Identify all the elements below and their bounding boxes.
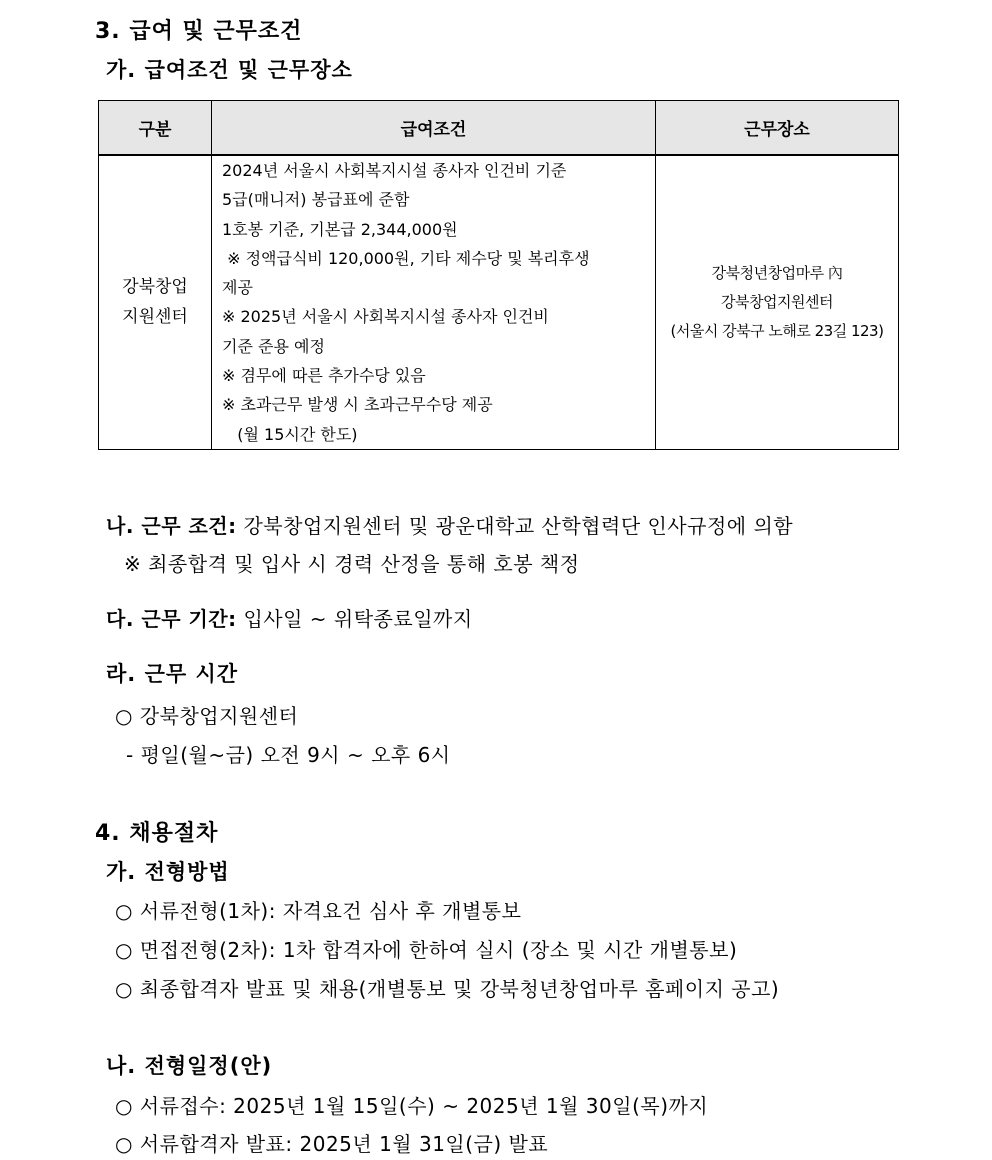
conditions-cell <box>212 155 656 449</box>
header-conditions: 급여조건 <box>212 101 656 156</box>
place-line: 강북창업지원센터 <box>721 292 833 311</box>
work-conditions <box>106 510 793 539</box>
work-hours-title: 라. 근무 시간 <box>106 662 239 686</box>
list-item: ○ 최종합격자 발표 및 채용(개별통보 및 강북청년창업마루 홈페이지 공고) <box>115 977 780 1001</box>
list-item: ○ 서류전형(1차): 자격요건 심사 후 개별통보 <box>115 899 522 923</box>
table-header-row <box>99 101 899 156</box>
section-3a-title: 가. 급여조건 및 근무장소 <box>106 58 353 82</box>
condition-line: (월 15시간 한도) <box>222 424 358 444</box>
section-4a-title: 가. 전형방법 <box>106 860 230 884</box>
condition-line: ※ 초과근무 발생 시 초과근무수당 제공 <box>222 395 493 415</box>
category-cell <box>99 155 212 449</box>
work-period <box>106 603 473 632</box>
header-category: 구분 <box>99 101 212 156</box>
work-conditions-note: ※ 최종합격 및 입사 시 경력 산정을 통해 호봉 책정 <box>124 552 580 576</box>
table-row <box>99 155 899 449</box>
condition-line: 1호봉 기준, 기본급 2,344,000원 <box>222 219 458 239</box>
condition-line: ※ 정액급식비 120,000원, 기타 제수당 및 복리후생 <box>222 248 590 268</box>
salary-table <box>98 100 899 450</box>
condition-line: ※ 2025년 서울시 사회복지시설 종사자 인건비 <box>222 307 549 327</box>
place-line: 강북청년창업마루 內 <box>711 263 843 282</box>
condition-line: 기준 준용 예정 <box>222 336 325 356</box>
work-hours-detail: - 평일(월~금) 오전 9시 ~ 오후 6시 <box>126 743 451 767</box>
place-line: (서울시 강북구 노해로 23길 123) <box>670 321 884 340</box>
section-4b-title: 나. 전형일정(안) <box>106 1054 273 1078</box>
work-conditions-label: 나. 근무 조건: <box>106 514 237 538</box>
category-line: 강북창업 <box>122 277 188 298</box>
work-hours-item: ○ 강북창업지원센터 <box>115 704 299 728</box>
list-item: ○ 서류접수: 2025년 1월 15일(수) ~ 2025년 1월 30일(목)까지 <box>115 1094 709 1118</box>
list-item: ○ 서류합격자 발표: 2025년 1월 31일(금) 발표 <box>115 1132 549 1156</box>
header-place: 근무장소 <box>656 101 899 156</box>
category-line: 지원센터 <box>122 307 188 328</box>
condition-line: ※ 겸무에 따른 추가수당 있음 <box>222 366 426 386</box>
condition-line: 5급(매니저) 봉급표에 준함 <box>222 190 410 210</box>
work-period-label: 다. 근무 기간: <box>106 607 237 631</box>
place-cell <box>656 155 899 449</box>
section-4-title: 4. 채용절차 <box>95 821 219 846</box>
work-conditions-text: 강북창업지원센터 및 광운대학교 산학협력단 인사규정에 의함 <box>236 514 794 538</box>
condition-line: 2024년 서울시 사회복지시설 종사자 인건비 기준 <box>222 161 567 180</box>
section-3-title: 3. 급여 및 근무조건 <box>95 19 303 44</box>
work-period-text: 입사일 ~ 위탁종료일까지 <box>236 607 473 631</box>
list-item: ○ 면접전형(2차): 1차 합격자에 한하여 실시 (장소 및 시간 개별통보) <box>115 938 738 962</box>
condition-line: 제공 <box>222 278 253 298</box>
